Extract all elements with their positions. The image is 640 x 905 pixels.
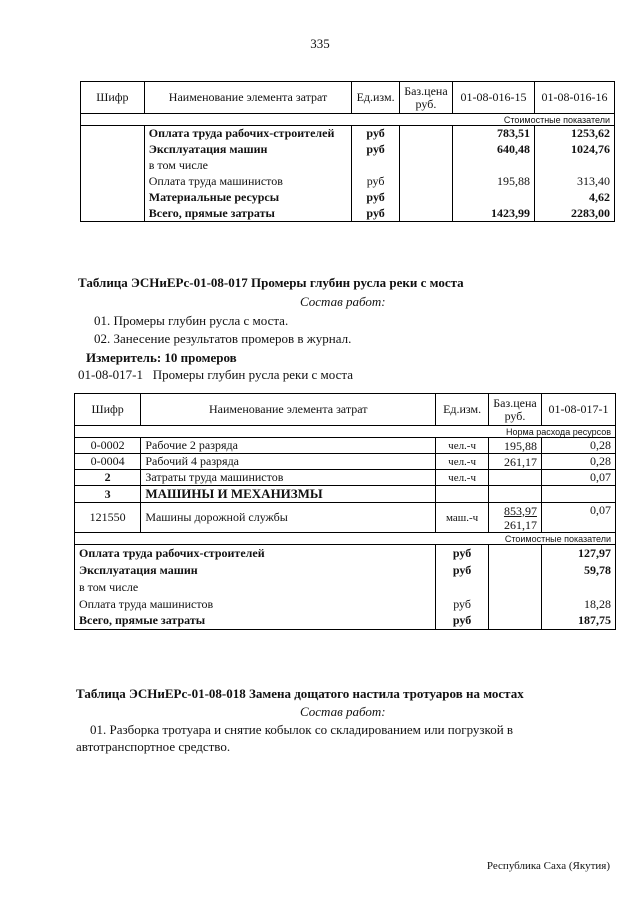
table-row bbox=[81, 158, 615, 174]
name-cell: Материальные ресурсы bbox=[144, 190, 352, 206]
value-cell bbox=[541, 486, 615, 503]
unit-cell: руб bbox=[352, 174, 400, 190]
value-cell: 0,07 bbox=[541, 503, 615, 533]
price-value: 853,97 bbox=[503, 503, 537, 518]
price-cell bbox=[489, 579, 542, 596]
value-cell: 640,48 bbox=[453, 142, 535, 158]
code-cell: 2 bbox=[75, 470, 141, 486]
unit-cell bbox=[436, 579, 489, 596]
code-cell bbox=[81, 174, 145, 190]
price-cell bbox=[399, 174, 452, 190]
unit-cell: руб bbox=[436, 613, 489, 630]
measure-label: Измеритель: 10 промеров bbox=[86, 350, 237, 365]
code-line: 01-08-017-1 Промеры глубин русла реки с моста bbox=[78, 367, 353, 382]
table-row bbox=[75, 562, 616, 579]
work-item: 01. Промеры глубин русла с моста. bbox=[94, 313, 289, 328]
col-header: Ед.изм. bbox=[436, 394, 489, 426]
table-row bbox=[75, 470, 616, 486]
price-cell bbox=[399, 142, 452, 158]
table-row bbox=[75, 596, 616, 613]
price-value: 261,17 bbox=[503, 454, 537, 469]
unit-cell bbox=[436, 486, 489, 503]
value-cell: 0,07 bbox=[541, 470, 615, 486]
value-cell: 0,28 bbox=[541, 454, 615, 470]
name-cell: Машины дорожной службы bbox=[141, 503, 436, 533]
value-cell: 1423,99 bbox=[453, 206, 535, 222]
col-header: Баз.цена руб. bbox=[399, 82, 452, 114]
price-cell bbox=[489, 438, 542, 454]
unit-cell: руб bbox=[352, 142, 400, 158]
name-cell: Всего, прямые затраты bbox=[144, 206, 352, 222]
value-cell bbox=[541, 579, 615, 596]
price-cell bbox=[399, 190, 452, 206]
table-row bbox=[75, 613, 616, 630]
value-cell: 187,75 bbox=[541, 613, 615, 630]
name-cell: МАШИНЫ И МЕХАНИЗМЫ bbox=[141, 486, 436, 503]
unit-cell: руб bbox=[352, 126, 400, 142]
code-cell bbox=[81, 158, 145, 174]
table-row bbox=[75, 503, 616, 533]
price-cell bbox=[489, 562, 542, 579]
table-row bbox=[81, 174, 615, 190]
table-title: Таблица ЭСНиЕРс-01-08-018 Замена дощатого настила тротуаров на мостах bbox=[76, 686, 524, 701]
name-cell: Эксплуатация машин bbox=[144, 142, 352, 158]
unit-cell: чел.-ч bbox=[436, 454, 489, 470]
col-header: Наименование элемента затрат bbox=[141, 394, 436, 426]
table-row bbox=[75, 579, 616, 596]
unit-cell: маш.-ч bbox=[436, 503, 489, 533]
composition-label: Состав работ: bbox=[300, 294, 386, 309]
footer-region: Республика Саха (Якутия) bbox=[486, 860, 610, 872]
unit-cell bbox=[352, 158, 400, 174]
col-header: 01-08-017-1 bbox=[541, 394, 615, 426]
section-label: Стоимостные показатели bbox=[81, 114, 615, 126]
unit-cell: руб bbox=[352, 190, 400, 206]
price-cell bbox=[489, 454, 542, 470]
name-cell: Оплата труда машинистов bbox=[75, 596, 436, 613]
unit-cell: руб bbox=[436, 562, 489, 579]
table-row bbox=[81, 206, 615, 222]
value-cell: 313,40 bbox=[535, 174, 615, 190]
table-row bbox=[75, 486, 616, 503]
col-header: Шифр bbox=[75, 394, 141, 426]
table-row bbox=[75, 545, 616, 562]
value-cell bbox=[535, 158, 615, 174]
price-cell bbox=[489, 596, 542, 613]
table-row bbox=[81, 142, 615, 158]
section-label: Норма расхода ресурсов bbox=[75, 426, 616, 438]
work-item: 02. Занесение результатов промеров в журнал. bbox=[94, 331, 352, 346]
code-cell bbox=[81, 142, 145, 158]
name-cell: Оплата труда рабочих-строителей bbox=[144, 126, 352, 142]
table-row bbox=[81, 126, 615, 142]
value-cell bbox=[453, 190, 535, 206]
unit-cell: руб bbox=[352, 206, 400, 222]
code-cell: 121550 bbox=[75, 503, 141, 533]
value-cell: 18,28 bbox=[541, 596, 615, 613]
composition-label: Состав работ: bbox=[300, 704, 386, 719]
value-cell: 1024,76 bbox=[535, 142, 615, 158]
work-item: 01. Разборка тротуара и снятие кобылок со складированием или погрузкой в bbox=[90, 722, 514, 737]
page-number: 335 bbox=[310, 36, 330, 51]
price-value: 195,88 bbox=[503, 438, 537, 453]
price-cell bbox=[489, 503, 542, 533]
name-cell: Оплата труда машинистов bbox=[144, 174, 352, 190]
price-cell bbox=[399, 158, 452, 174]
code-cell: 0-0002 bbox=[75, 438, 141, 454]
price-value-secondary: 261,17 bbox=[503, 517, 537, 532]
name-cell: Эксплуатация машин bbox=[75, 562, 436, 579]
unit-cell: чел.-ч bbox=[436, 470, 489, 486]
name-cell: Рабочие 2 разряда bbox=[141, 438, 436, 454]
price-cell bbox=[399, 126, 452, 142]
name-cell: Всего, прямые затраты bbox=[75, 613, 436, 630]
name-cell: Затраты труда машинистов bbox=[141, 470, 436, 486]
table-row bbox=[81, 190, 615, 206]
section-label: Стоимостные показатели bbox=[75, 533, 616, 545]
code-cell bbox=[81, 126, 145, 142]
code-cell bbox=[81, 190, 145, 206]
value-cell: 127,97 bbox=[541, 545, 615, 562]
table-01-08-016 bbox=[80, 81, 615, 222]
code-cell: 3 bbox=[75, 486, 141, 503]
col-header: Баз.цена руб. bbox=[489, 394, 542, 426]
price-cell bbox=[489, 613, 542, 630]
value-cell: 2283,00 bbox=[535, 206, 615, 222]
unit-cell: чел.-ч bbox=[436, 438, 489, 454]
value-cell: 783,51 bbox=[453, 126, 535, 142]
col-header: Шифр bbox=[81, 82, 145, 114]
price-cell bbox=[399, 206, 452, 222]
table-row bbox=[75, 438, 616, 454]
table-row bbox=[75, 454, 616, 470]
unit-cell: руб bbox=[436, 596, 489, 613]
table-01-08-017 bbox=[74, 393, 616, 630]
work-item-continued: автотранспортное средство. bbox=[76, 739, 231, 754]
col-header: 01-08-016-16 bbox=[535, 82, 615, 114]
price-cell bbox=[489, 545, 542, 562]
name-cell: в том числе bbox=[144, 158, 352, 174]
name-cell: Рабочий 4 разряда bbox=[141, 454, 436, 470]
value-cell bbox=[453, 158, 535, 174]
name-cell: в том числе bbox=[75, 579, 436, 596]
value-cell: 0,28 bbox=[541, 438, 615, 454]
col-header: Ед.изм. bbox=[352, 82, 400, 114]
value-cell: 1253,62 bbox=[535, 126, 615, 142]
name-cell: Оплата труда рабочих-строителей bbox=[75, 545, 436, 562]
value-cell: 4,62 bbox=[535, 190, 615, 206]
col-header: 01-08-016-15 bbox=[453, 82, 535, 114]
col-header: Наименование элемента затрат bbox=[144, 82, 352, 114]
table-title: Таблица ЭСНиЕРс-01-08-017 Промеры глубин русла реки с моста bbox=[78, 275, 464, 290]
price-cell bbox=[489, 486, 542, 503]
price-cell bbox=[489, 470, 542, 486]
value-cell: 195,88 bbox=[453, 174, 535, 190]
code-cell: 0-0004 bbox=[75, 454, 141, 470]
value-cell: 59,78 bbox=[541, 562, 615, 579]
unit-cell: руб bbox=[436, 545, 489, 562]
code-cell bbox=[81, 206, 145, 222]
